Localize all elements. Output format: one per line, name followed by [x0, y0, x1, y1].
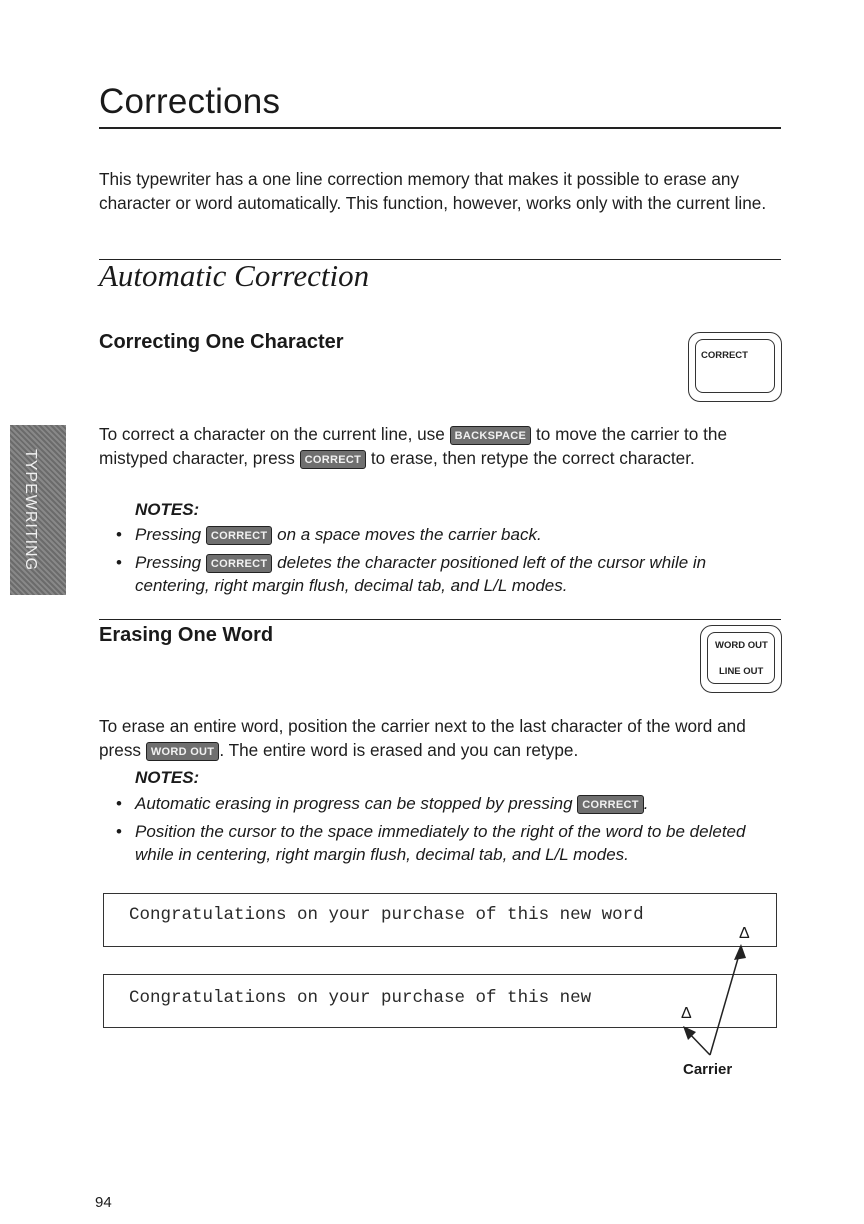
note-text: Pressing [135, 553, 202, 572]
carrier-arrows-icon [670, 940, 760, 1062]
example-line-2: Congratulations on your purchase of this new [129, 988, 592, 1008]
correcting-text-b: to move the carrier to the mistyped character, press [99, 424, 728, 468]
correct-key-illustration [688, 332, 782, 402]
note-text: Pressing [135, 525, 202, 544]
page-title: Corrections [99, 82, 281, 121]
correcting-note-2: • Pressing CORRECT deletes the character positioned left of the cursor while in centering, right margin flush, decimal tab, and L/L modes. [116, 553, 707, 595]
note-text: Automatic erasing in progress can be stopped by pressing [135, 794, 573, 813]
note-text: on a space moves the carrier back. [277, 525, 542, 544]
cursor-caret-icon: Δ [681, 1005, 692, 1022]
wordout-key-illustration [700, 625, 782, 693]
correct-key-inline: CORRECT [577, 795, 644, 814]
correct-key-inline: CORRECT [300, 450, 367, 469]
erasing-text-a: To erase an entire word, position the carrier next to the last character of the word and press [99, 716, 746, 760]
note-text: Position the cursor to the space immediately to the right of the word to be deleted while in centering, right margin flush, decimal tab, and L/L modes. [135, 822, 746, 864]
correcting-paragraph [99, 423, 783, 470]
erasing-text-b: . The entire word is erased and you can retype. [219, 739, 579, 760]
wordout-key-label: WORD OUT [715, 640, 768, 651]
correct-key-inline: CORRECT [206, 526, 273, 545]
correcting-notes-heading: NOTES: [135, 500, 200, 519]
erasing-paragraph [99, 715, 783, 762]
correcting-heading: Correcting One Character [99, 331, 344, 353]
erasing-note-1: • Automatic erasing in progress can be stopped by pressing CORRECT . [116, 794, 649, 813]
correcting-text-c: to erase, then retype the correct character. [370, 447, 695, 468]
side-tab-label: TYPEWRITING [22, 448, 39, 572]
section-title: Automatic Correction [99, 258, 370, 293]
intro-paragraph: This typewriter has a one line correction memory that makes it possible to erase any character or word automatically. This function, however, works only with the current line. [99, 169, 767, 213]
cursor-caret-icon: Δ [739, 925, 750, 942]
example-line-1: Congratulations on your purchase of this new word [129, 905, 644, 925]
correcting-note-1: • Pressing CORRECT on a space moves the carrier back. [116, 525, 542, 544]
erasing-notes-heading: NOTES: [135, 768, 200, 787]
carrier-label: Carrier [683, 1061, 733, 1078]
note-text: . [643, 794, 649, 813]
correct-key-label: CORRECT [701, 350, 748, 361]
note-text: deletes the character positioned left of the cursor while in centering, right margin flush, decimal tab, and L/L modes. [135, 553, 707, 595]
erasing-heading: Erasing One Word [99, 624, 274, 646]
wordout-key-inline: WORD OUT [146, 742, 220, 761]
backspace-key-inline: BACKSPACE [450, 426, 532, 445]
title-rule [99, 127, 781, 129]
lineout-key-label: LINE OUT [719, 666, 764, 677]
erasing-note-2: • Position the cursor to the space immediately to the right of the word to be deleted while in centering, right margin flush, decimal tab, and L/L modes. [116, 822, 746, 864]
divider-rule [99, 619, 781, 620]
correcting-text-a: To correct a character on the current line, use [99, 424, 445, 444]
correct-key-inline: CORRECT [206, 554, 273, 573]
page-number: 94 [95, 1194, 112, 1211]
